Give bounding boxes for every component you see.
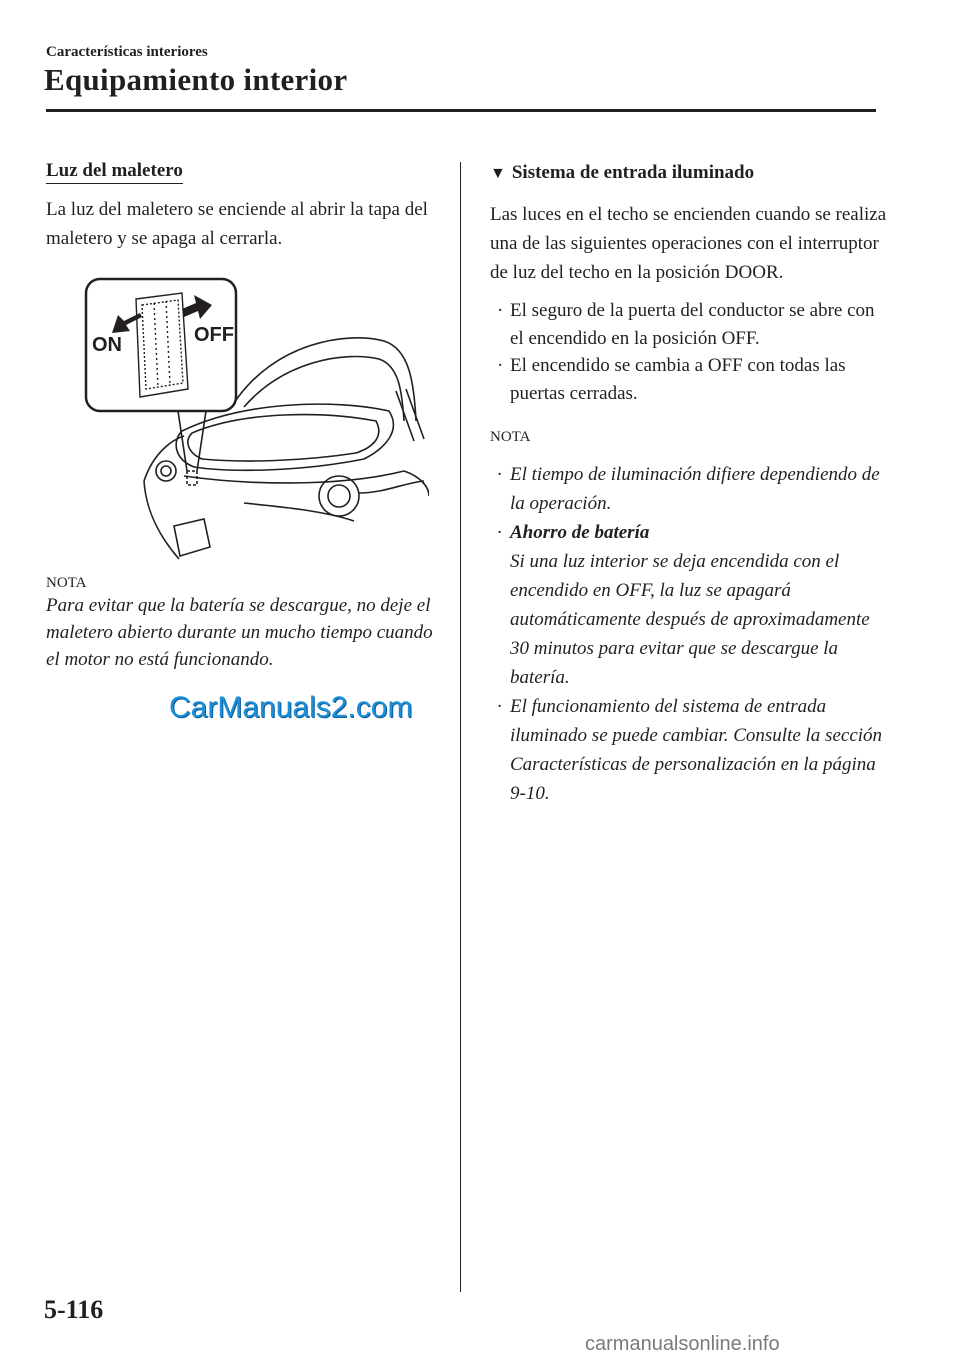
- battery-saver-title: Ahorro de batería: [510, 522, 650, 543]
- left-nota-text: Para evitar que la batería se descargue, no deje el maletero abierto durante un mucho tiempo cuando el motor no está funcionando.: [46, 595, 433, 670]
- list-item: · El tiempo de iluminación difiere dependiendo de la operación.: [490, 460, 890, 518]
- list-item: · El seguro de la puerta del conductor se abre con el encendido en la posición OFF.: [490, 297, 890, 352]
- list-item: · El funcionamiento del sistema de entrada iluminado se puede cambiar. Consulte la sección Características de personalización en la página 9-10.: [490, 692, 890, 808]
- bullet-icon: ·: [497, 300, 504, 321]
- list-item: · El encendido se cambia a OFF con todas las puertas cerradas.: [490, 352, 890, 407]
- off-label: OFF: [194, 324, 234, 346]
- illuminated-entry-body: Las luces en el techo se encienden cuando se realiza una de las siguientes operaciones con el interruptor de luz del techo en la posición DOOR.: [490, 204, 887, 283]
- watermark-logo: CarManuals2.com: [165, 688, 435, 728]
- header-rule: [46, 109, 876, 112]
- list-item: · Ahorro de batería Si una luz interior se deja encendida con el encendido en OFF, la luz se apagará automáticamente después de aproximadamente 30 minutos para evitar que se descargue la batería.: [490, 518, 890, 692]
- illuminated-entry-heading: [490, 162, 890, 184]
- bullet-icon: ·: [497, 464, 502, 485]
- trunk-light-heading: Luz del maletero: [46, 160, 183, 184]
- chapter-title: Equipamiento interior: [44, 62, 348, 97]
- operation-list: [490, 297, 890, 407]
- bullet-icon: ·: [497, 522, 502, 543]
- page-number: 5-116: [44, 1295, 104, 1324]
- bullet-icon: ·: [497, 355, 504, 376]
- bullet-icon: ·: [497, 696, 502, 717]
- column-divider: [460, 162, 461, 1292]
- on-label: ON: [92, 334, 122, 356]
- watermark-footer: carmanualsonline.info: [585, 1333, 780, 1355]
- triangle-marker-icon: ▼: [490, 165, 506, 182]
- nota-list: [490, 460, 890, 808]
- left-nota-label: NOTA: [46, 575, 87, 591]
- left-column: [46, 160, 441, 673]
- section-label: Características interiores: [46, 44, 208, 60]
- trunk-light-body: La luz del maletero se enciende al abrir la tapa del maletero y se apaga al cerrarla.: [46, 199, 428, 249]
- illuminated-entry-heading-text: Sistema de entrada iluminado: [511, 162, 755, 183]
- right-nota-label: NOTA: [490, 429, 531, 445]
- trunk-light-figure: [84, 271, 429, 561]
- right-column: [490, 160, 890, 808]
- trunk-illustration: [84, 271, 429, 561]
